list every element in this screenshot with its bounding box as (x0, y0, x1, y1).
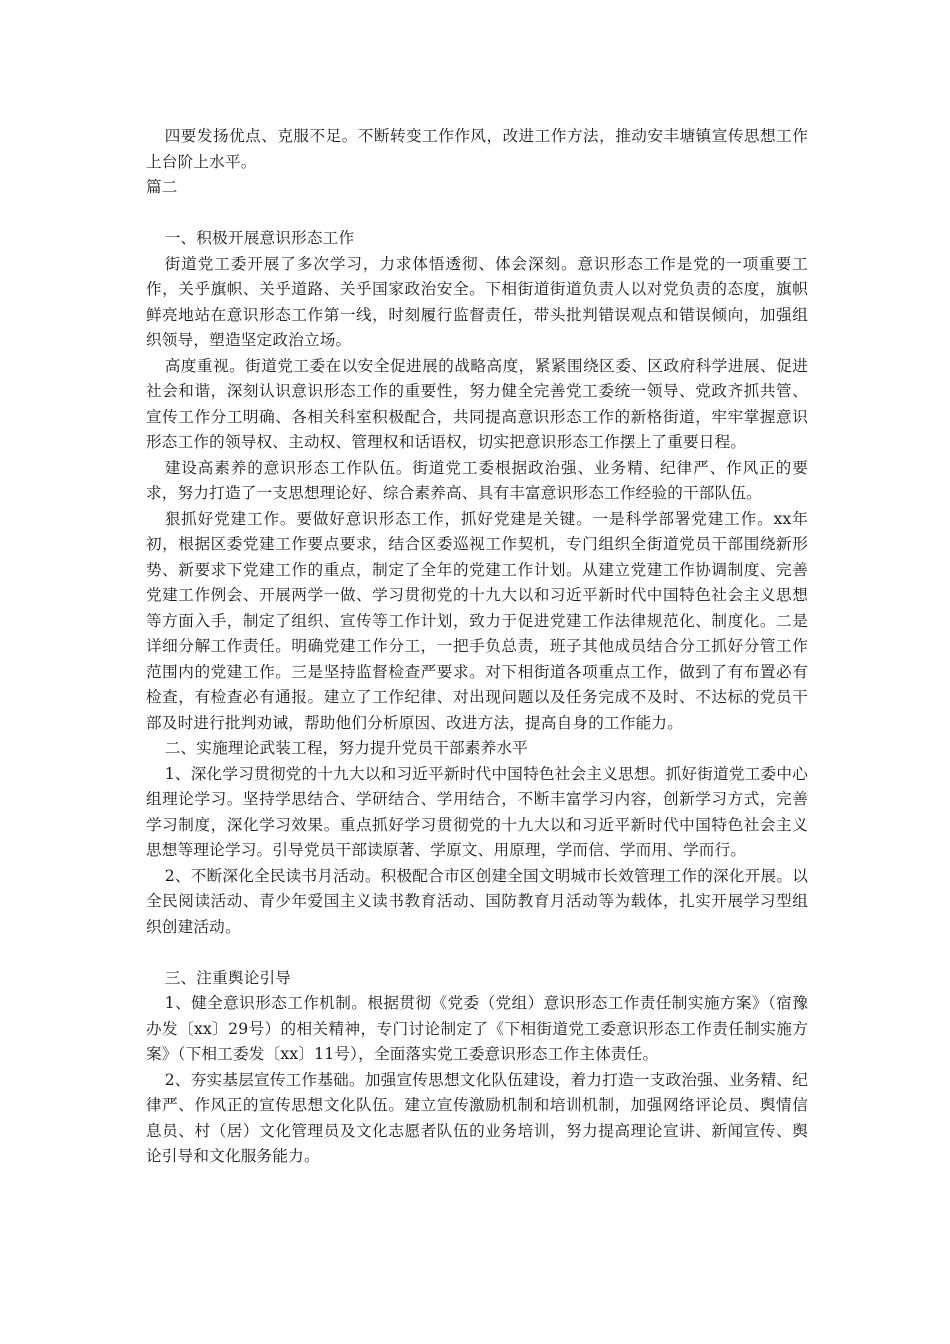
section-heading-3: 三、注重舆论引导 (164, 968, 292, 987)
paragraph-4: 狠抓好党建工作。要做好意识形态工作，抓好党建是关键。一是科学部署党建工作。xx年初，根据区委党建工作要点要求，结合区委巡视工作契机，专门组织全街道党员干部围绕新形势、新要求下党建工作的重点，制定了全年的党建工作计划。从建立党建工作协调制度、完善党建工作例会、开展两学一做、学习贯彻党的十九大以和习近平新时代中国特色社会主义思想等方面入手，制定了组织、宣传等工作计划，致力于促进党建工作法律规范化、制度化。二是详细分解工作责任。明确党建工作分工，一把手负总责，班子其他成员结合分工抓好分管工作范围内的党建工作。三是坚持监督检查严要求。对下相街道各项重点工作，做到了有布置必有检查，有检查必有通报。建立了工作纪律、对出现问题以及任务完成不及时、不达标的党员干部及时进行批判劝诫，帮助他们分析原因、改进方法，提高自身的工作能力。 (146, 509, 808, 732)
paragraph-5: 1、深化学习贯彻党的十九大以和习近平新时代中国特色社会主义思想。抓好街道党工委中心组理论学习。坚持学思结合、学研结合、学用结合，不断丰富学习内容，创新学习方式，完善学习制度，深化学习效果。重点抓好学习贯彻党的十九大以和习近平新时代中国特色社会主义思想等理论学习。引导党员干部读原著、学原文、用原理，学而信、学而用、学而行。 (146, 764, 808, 859)
paragraph-3: 建设高素养的意识形态工作队伍。街道党工委根据政治强、业务精、纪律严、作风正的要求，努力打造了一支思想理论好、综合素养高、具有丰富意识形态工作经验的干部队伍。 (146, 458, 808, 502)
paragraph-2: 高度重视。街道党工委在以安全促进展的战略高度，紧紧围绕区委、区政府科学进展、促进社会和谐，深刻认识意识形态工作的重要性，努力健全完善党工委统一领导、党政齐抓共管、宣传工作分工明确、各相关科室积极配合，共同提高意识形态工作的新格街道，牢牢掌握意识形态工作的领导权、主动权、管理权和话语权，切实把意识形态工作摆上了重要日程。 (146, 356, 808, 451)
paragraph-8: 2、夯实基层宣传工作基础。加强宣传思想文化队伍建设，着力打造一支政治强、业务精、纪律严、作风正的宣传思想文化队伍。建立宣传激励机制和培训机制，加强网络评论员、舆情信息员、村（居）文化管理员及文化志愿者队伍的业务培训，努力提高理论宣讲、新闻宣传、舆论引导和文化服务能力。 (146, 1070, 808, 1165)
section-heading-2: 二、实施理论武装工程，努力提升党员干部素养水平 (164, 739, 528, 757)
paragraph-7: 1、健全意识形态工作机制。根据贯彻《党委（党组）意识形态工作责任制实施方案》（宿豫办发〔xx〕29号）的相关精神，专门讨论制定了《下相街道党工委意识形态工作责任制实施方案》（下相工委发〔xx〕11号），全面落实党工委意识形态工作主体责任。 (146, 994, 808, 1063)
paragraph-6: 2、不断深化全民读书月活动。积极配合市区创建全国文明城市长效管理工作的深化开展。以全民阅读活动、青少年爱国主义读书教育活动、国防教育月活动等为载体，扎实开展学习型组织创建活动。 (146, 866, 808, 936)
blank-line (146, 201, 808, 227)
intro-paragraph: 四要发扬优点、克服不足。不断转变工作作风，改进工作方法，推动安丰塘镇宣传思想工作上台阶上水平。 (146, 127, 808, 171)
section-label: 篇二 (146, 178, 178, 196)
document-body (146, 124, 808, 1170)
blank-line (146, 940, 808, 966)
section-heading-1: 一、积极开展意识形态工作 (164, 229, 355, 247)
paragraph-1: 街道党工委开展了多次学习，力求体悟透彻、体会深刻。意识形态工作是党的一项重要工作，关乎旗帜、关乎道路、关乎国家政治安全。下相街道街道负责人以对党负责的态度，旗帜鲜亮地站在意识形态工作第一线，时刻履行监督责任，带头批判错误观点和错误倾向，加强组织领导，塑造坚定政治立场。 (146, 254, 808, 349)
